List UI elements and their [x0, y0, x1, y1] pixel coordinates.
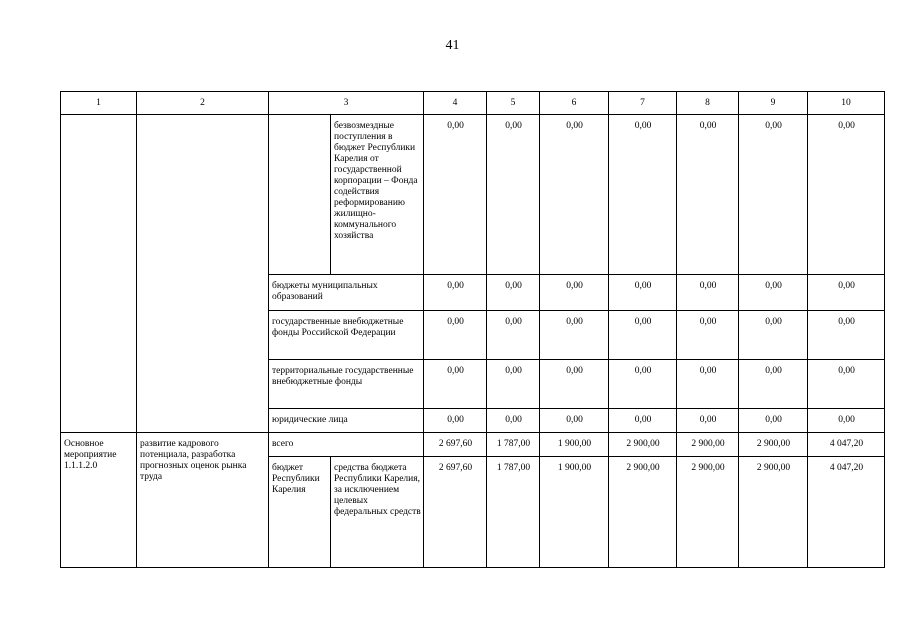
source-cell: безвозмездные поступления в бюджет Республики Карелия от государственной корпорации – Фонда содействия реформированию жилищно-коммунального хозяйства — [331, 115, 424, 275]
value-cell: 0,00 — [487, 275, 540, 311]
value-cell: 0,00 — [739, 409, 808, 433]
value-cell: 0,00 — [609, 360, 677, 409]
value-cell: 0,00 — [677, 360, 739, 409]
header-cell: 2 — [137, 92, 269, 115]
value-cell: 0,00 — [487, 115, 540, 275]
value-cell: 0,00 — [540, 275, 609, 311]
page-number: 41 — [445, 38, 460, 53]
value-cell: 2 900,00 — [677, 457, 739, 568]
value-cell: 1 900,00 — [540, 457, 609, 568]
name-cell — [137, 115, 269, 433]
budget-label-cell: бюджет Республики Карелия — [269, 457, 331, 568]
budget-table — [60, 91, 885, 568]
header-cell: 3 — [269, 92, 424, 115]
value-cell: 0,00 — [424, 275, 487, 311]
value-cell: 0,00 — [424, 311, 487, 360]
value-cell: 0,00 — [677, 115, 739, 275]
value-cell: 4 047,20 — [808, 433, 885, 457]
value-cell: 0,00 — [487, 360, 540, 409]
value-cell: 0,00 — [808, 409, 885, 433]
table-row — [61, 115, 885, 275]
event-status-cell: Основное мероприятие 1.1.1.2.0 — [61, 433, 137, 568]
value-cell: 0,00 — [540, 409, 609, 433]
value-cell: 0,00 — [609, 115, 677, 275]
value-cell: 2 900,00 — [739, 457, 808, 568]
source-group-cell — [269, 115, 331, 275]
value-cell: 2 900,00 — [609, 433, 677, 457]
source-cell: юридические лица — [269, 409, 424, 433]
value-cell: 0,00 — [609, 275, 677, 311]
value-cell: 1 787,00 — [487, 457, 540, 568]
event-name-cell: развитие кадрового потенциала, разработка прогнозных оценок рынка труда — [137, 433, 269, 568]
value-cell: 0,00 — [677, 311, 739, 360]
value-cell: 0,00 — [739, 311, 808, 360]
source-cell: государственные внебюджетные фонды Российской Федерации — [269, 311, 424, 360]
value-cell: 0,00 — [609, 409, 677, 433]
value-cell: 2 900,00 — [609, 457, 677, 568]
value-cell: 0,00 — [739, 275, 808, 311]
header-cell: 7 — [609, 92, 677, 115]
value-cell: 0,00 — [540, 115, 609, 275]
header-cell: 10 — [808, 92, 885, 115]
header-cell: 5 — [487, 92, 540, 115]
budget-sub-cell: средства бюджета Республики Карелия, за исключением целевых федеральных средств — [331, 457, 424, 568]
value-cell: 0,00 — [808, 115, 885, 275]
value-cell: 0,00 — [487, 409, 540, 433]
status-cell — [61, 115, 137, 433]
value-cell: 1 787,00 — [487, 433, 540, 457]
value-cell: 0,00 — [424, 409, 487, 433]
value-cell: 2 900,00 — [739, 433, 808, 457]
value-cell: 0,00 — [609, 311, 677, 360]
table-header-row — [61, 92, 885, 115]
value-cell: 0,00 — [540, 360, 609, 409]
value-cell: 0,00 — [808, 360, 885, 409]
value-cell: 0,00 — [808, 311, 885, 360]
value-cell: 2 900,00 — [677, 433, 739, 457]
header-cell: 9 — [739, 92, 808, 115]
source-cell: бюджеты муниципальных образований — [269, 275, 424, 311]
total-label-cell: всего — [269, 433, 424, 457]
value-cell: 0,00 — [739, 360, 808, 409]
value-cell: 2 697,60 — [424, 457, 487, 568]
value-cell: 0,00 — [677, 409, 739, 433]
header-cell: 6 — [540, 92, 609, 115]
header-cell: 8 — [677, 92, 739, 115]
value-cell: 0,00 — [677, 275, 739, 311]
value-cell: 4 047,20 — [808, 457, 885, 568]
value-cell: 2 697,60 — [424, 433, 487, 457]
value-cell: 0,00 — [540, 311, 609, 360]
value-cell: 0,00 — [424, 115, 487, 275]
value-cell: 0,00 — [487, 311, 540, 360]
source-cell: территориальные государственные внебюджетные фонды — [269, 360, 424, 409]
value-cell: 0,00 — [739, 115, 808, 275]
header-cell: 1 — [61, 92, 137, 115]
value-cell: 0,00 — [808, 275, 885, 311]
table-row — [61, 433, 885, 457]
value-cell: 0,00 — [424, 360, 487, 409]
value-cell: 1 900,00 — [540, 433, 609, 457]
header-cell: 4 — [424, 92, 487, 115]
